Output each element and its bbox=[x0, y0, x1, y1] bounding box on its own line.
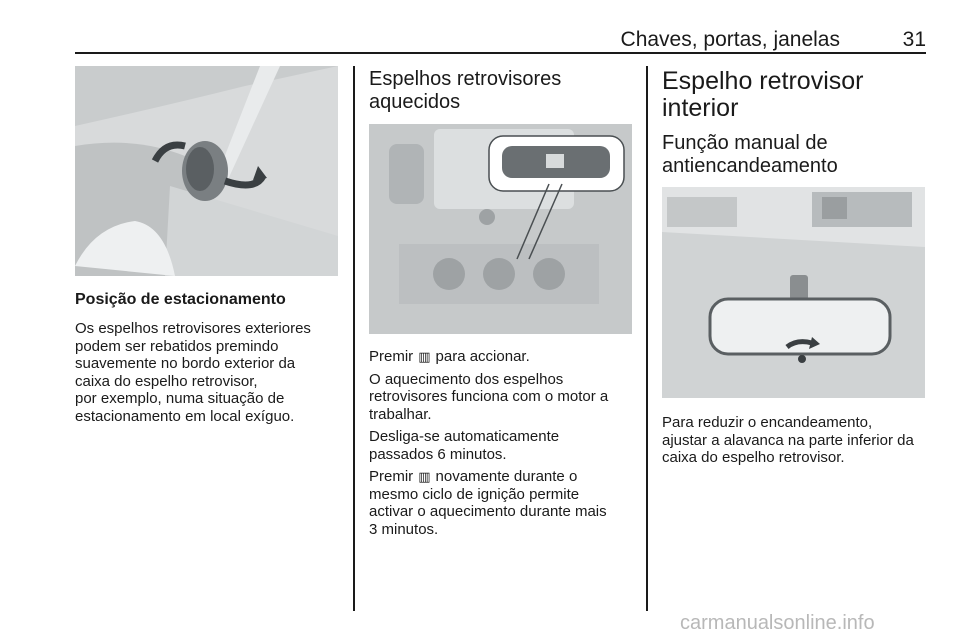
title-line: Função manual de bbox=[662, 132, 828, 154]
text: novamente durante o bbox=[435, 468, 578, 485]
column-divider bbox=[353, 66, 355, 611]
title-line: antiencandeamento bbox=[662, 155, 838, 177]
heated-mirrors-button-illustration bbox=[369, 124, 632, 334]
text-line: caixa do espelho retrovisor. bbox=[662, 449, 845, 466]
title-line: Espelho retrovisor bbox=[662, 67, 864, 95]
header-title: Chaves, portas, janelas bbox=[620, 28, 840, 51]
text-line: podem ser rebatidos premindo bbox=[75, 337, 279, 355]
heated-mirror-icon: ▥ bbox=[418, 469, 431, 484]
paragraph bbox=[369, 428, 634, 463]
title-line: aquecidos bbox=[369, 91, 461, 113]
exterior-mirror-illustration bbox=[75, 66, 338, 276]
paragraph bbox=[369, 348, 634, 366]
header-rule bbox=[75, 52, 926, 54]
text-line: trabalhar. bbox=[369, 405, 432, 423]
text-line bbox=[369, 468, 634, 486]
section-title bbox=[662, 68, 927, 122]
text-line: suavemente no bordo exterior da bbox=[75, 355, 296, 372]
text: Premir bbox=[369, 348, 414, 365]
paragraph bbox=[662, 414, 932, 467]
title-line: interior bbox=[662, 94, 739, 122]
column-divider bbox=[646, 66, 648, 611]
subsection-title bbox=[662, 132, 927, 178]
title-line: Espelhos retrovisores bbox=[369, 68, 562, 90]
text-line: Para reduzir o encandeamento, bbox=[662, 414, 873, 431]
heated-mirror-icon: ▥ bbox=[418, 349, 431, 364]
paragraph bbox=[369, 371, 634, 424]
section-heading: Posição de estacionamento bbox=[75, 291, 286, 308]
watermark: carmanualsonline.info bbox=[680, 612, 875, 634]
text-line: passados 6 minutos. bbox=[369, 445, 507, 463]
paragraph bbox=[369, 468, 634, 538]
text-line: ajustar a alavanca na parte inferior da bbox=[662, 431, 914, 449]
section-title bbox=[369, 68, 634, 114]
paragraph bbox=[75, 320, 345, 425]
text: Premir bbox=[369, 468, 414, 485]
text-body bbox=[369, 348, 634, 538]
interior-mirror-illustration bbox=[662, 187, 925, 398]
text-line: estacionamento em local exíguo. bbox=[75, 407, 295, 425]
text: para accionar. bbox=[435, 348, 530, 365]
page-number: 31 bbox=[902, 28, 926, 51]
text-line: mesmo ciclo de ignição permite bbox=[369, 485, 580, 503]
text-line: caixa do espelho retrovisor, bbox=[75, 372, 258, 390]
text-line: por exemplo, numa situação de bbox=[75, 390, 285, 407]
text-line: 3 minutos. bbox=[369, 520, 439, 538]
text-line: Desliga-se automaticamente bbox=[369, 428, 560, 445]
text-line: Os espelhos retrovisores exteriores bbox=[75, 320, 311, 337]
text-line: O aquecimento dos espelhos bbox=[369, 370, 564, 388]
text-line: retrovisores funciona com o motor a bbox=[369, 388, 609, 405]
text-line: activar o aquecimento durante mais bbox=[369, 503, 607, 520]
